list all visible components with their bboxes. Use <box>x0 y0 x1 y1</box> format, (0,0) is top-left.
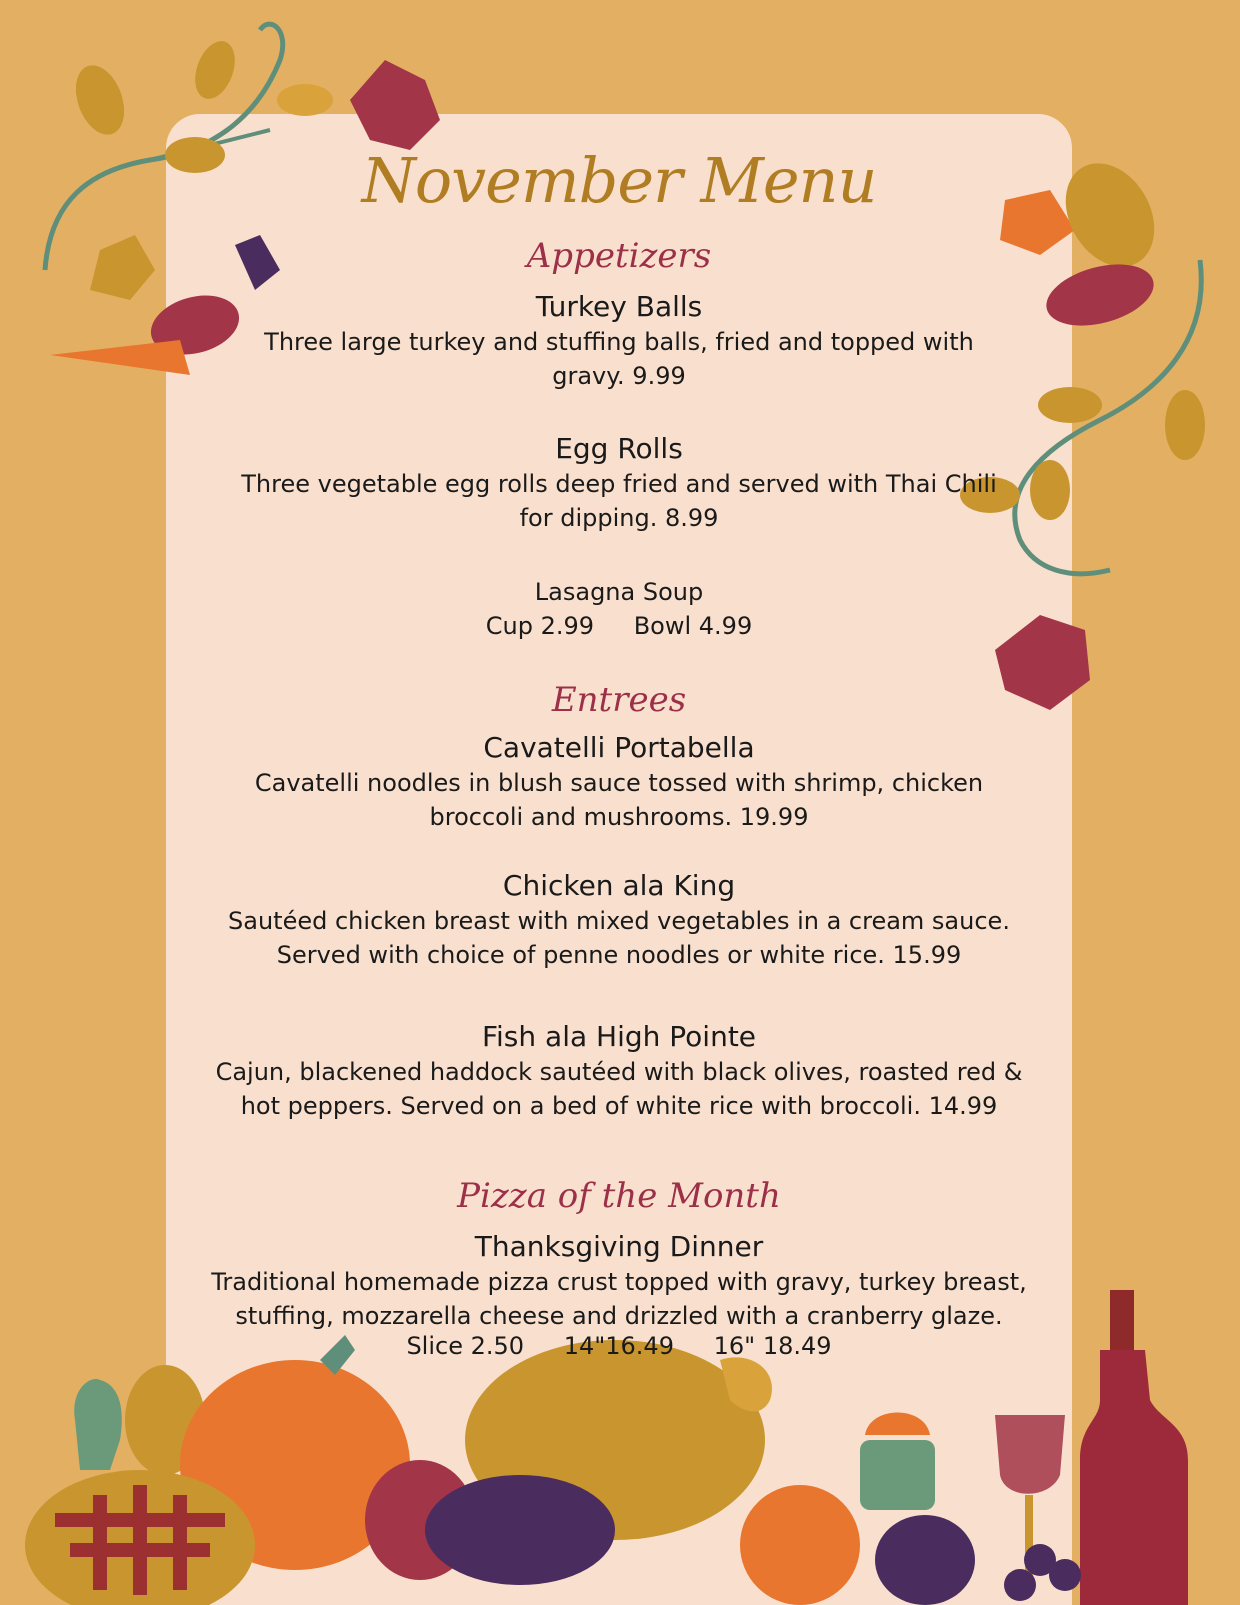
menu-title: November Menu <box>361 144 877 217</box>
item-name: Thanksgiving Dinner <box>474 1230 764 1263</box>
item-name: Cavatelli Portabella <box>483 731 755 764</box>
item-name: Turkey Balls <box>535 290 703 323</box>
item-description: Three vegetable egg rolls deep fried and served with Thai Chili <box>241 470 997 498</box>
item-name: Chicken ala King <box>502 869 736 902</box>
section-heading-entrees: Entrees <box>551 680 687 720</box>
item-name: Fish ala High Pointe <box>481 1020 757 1053</box>
price: Cup 2.99 <box>485 612 595 640</box>
item-description: hot peppers. Served on a bed of white rice with broccoli. 14.99 <box>240 1092 998 1120</box>
price: 16" 18.49 <box>713 1332 832 1360</box>
price: Slice 2.50 <box>406 1332 525 1360</box>
item-description: Served with choice of penne noodles or white rice. 15.99 <box>276 941 962 969</box>
item-description: Three large turkey and stuffing balls, fried and topped with <box>264 328 974 356</box>
item-prices <box>166 1332 1072 1360</box>
item-name: Lasagna Soup <box>534 578 704 606</box>
item-prices <box>166 612 1072 640</box>
section-heading-pizza: Pizza of the Month <box>457 1176 781 1216</box>
item-description: stuffing, mozzarella cheese and drizzled with a cranberry glaze. <box>235 1302 1003 1330</box>
item-description: Traditional homemade pizza crust topped with gravy, turkey breast, <box>211 1268 1027 1296</box>
price: 14"16.49 <box>563 1332 674 1360</box>
item-description: Cajun, blackened haddock sautéed with black olives, roasted red & <box>215 1058 1023 1086</box>
item-description: broccoli and mushrooms. 19.99 <box>429 803 809 831</box>
price: Bowl 4.99 <box>633 612 753 640</box>
section-heading-appetizers: Appetizers <box>526 236 712 276</box>
item-name: Egg Rolls <box>555 432 683 465</box>
item-description: gravy. 9.99 <box>552 362 686 390</box>
item-description: Cavatelli noodles in blush sauce tossed with shrimp, chicken <box>254 769 984 797</box>
item-description: Sautéed chicken breast with mixed vegetables in a cream sauce. <box>228 907 1010 935</box>
item-description: for dipping. 8.99 <box>519 504 719 532</box>
